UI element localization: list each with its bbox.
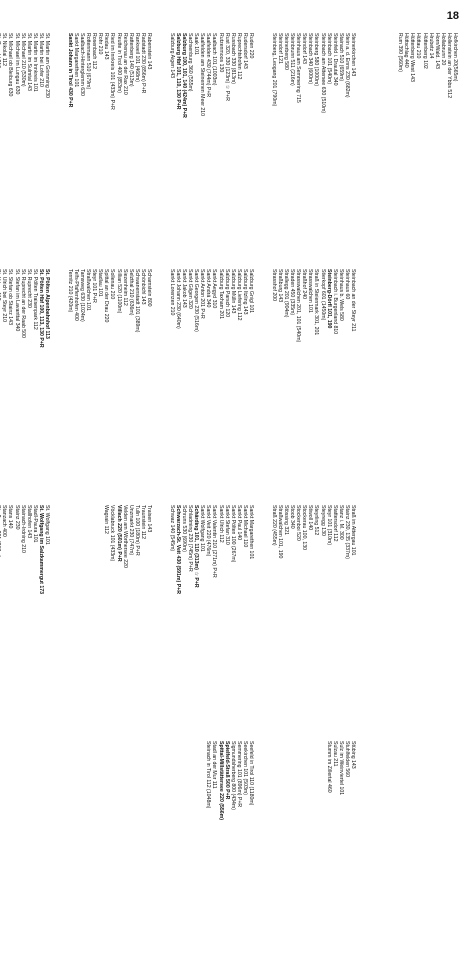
index-entry: Schönbichl 143: [139, 269, 146, 305]
index-entry: Stockenboi 520: [295, 505, 302, 541]
index-entry: Straßburg 143: [276, 269, 283, 303]
index-entry: Sankt Paul 140: [235, 505, 242, 541]
index-entry: Schärding 101, 110 (313m) ☆ P+R: [193, 505, 200, 588]
index-entry: Sankt Lorenzen 210: [168, 269, 175, 316]
index-entry: Sankt Stefan 310: [223, 505, 230, 545]
index-entry: St. Martin am Grimming 230: [44, 33, 50, 98]
index-entry: St. Stefan im Lavanttal 340: [13, 269, 20, 332]
index-entry: Rust 320, 330 (123m) ☆ P+R: [223, 33, 230, 101]
index-entry: Steyrling 512: [313, 505, 320, 536]
index-entry: Stallhofen 143: [25, 505, 32, 539]
index-entry: Steinach in Tirol 112 (1048m): [205, 741, 212, 809]
index-entry: [0, 33, 1, 261]
index-entry: Straßwalchen 101, 190: [276, 505, 283, 559]
index-entry: Sankt Johann 230 (640m): [174, 269, 181, 329]
index-entry: Sankt Johann in Tirol 430 P+R: [66, 33, 73, 108]
index-entry: Traisen 143: [146, 505, 152, 533]
index-entry: Steinberg 580 (1000m): [313, 33, 320, 87]
index-entry: Schwanenstadt 101 (389m): [133, 269, 140, 333]
index-entry: Rottenmann 510 (679m): [85, 33, 92, 90]
index-entry: Steinfeld i. Drautal 340: [331, 33, 338, 86]
index-entry: Salzburg Aigen 143: [168, 33, 175, 78]
index-entry: Sillian 520 (1100m): [115, 269, 122, 314]
index-entry: Stainz 230, 135 (337m): [343, 505, 350, 559]
index-entry: Stiwoll 140: [307, 505, 314, 531]
index-entry: Hofkirchen 20(565m): [452, 33, 458, 82]
index-entry: St. Wolfgang im Salzkammergut 173: [37, 505, 44, 594]
index-entry: St. Michael im Lungau 630: [13, 33, 20, 95]
index-entry: Steinhaus am Semmering 715: [295, 33, 302, 103]
index-entry: St. Pölten Traisenpark 112: [31, 269, 38, 330]
index-entry: Reutte in Tirol 400 (853m): [115, 33, 122, 93]
index-entry: Straß 220 (455m): [270, 505, 277, 546]
index-entry: Sankt Margarethen 101: [72, 33, 79, 88]
index-entry: St. Pölten Hbf 100, 113, 130 P+R: [37, 269, 44, 348]
index-entry: Schruns 530 (690m): [180, 505, 187, 552]
index-entry: Steinhaus b. Wels 580: [337, 269, 344, 321]
index-entry: Salzburg Mülln 143: [229, 269, 236, 314]
index-entry: Tulln 100 (180m) P+R: [133, 505, 140, 556]
index-entry: Stattersdorf 112: [331, 505, 338, 542]
index-entry: Steinerberg 580: [282, 33, 289, 70]
index-entry: Rosenbach 112: [91, 33, 98, 69]
index-entry: Sulzau 211: [331, 741, 338, 767]
index-entry: Stadl-Paura 101: [31, 505, 38, 543]
index-entry: Sankt Andrä 340: [205, 269, 212, 308]
index-entry: Spittal an der Drau 220: [103, 269, 110, 323]
index-entry: Villach 220 (501m) P+R: [115, 505, 122, 562]
index-entry: Semmering 101 (896m) P+R: [235, 741, 242, 808]
index-entry: Sankt Aegyd 310: [211, 269, 218, 309]
page-number: 18: [446, 10, 459, 22]
index-entry: St. Ruprecht an der Raab 500: [19, 269, 26, 338]
index-entry: Steinbach 101 (540m): [325, 33, 332, 85]
index-entry: Stainach 510 (659m): [337, 33, 344, 82]
index-entry: St. Nikolai 112: [1, 33, 8, 67]
index-entry: Saalbach 101 (1003m): [211, 33, 218, 86]
index-entry: Seekirchen 101 (503m): [241, 741, 248, 795]
index-entry: St. Martin bei Lofer 210: [37, 33, 44, 87]
index-entry: Sachsenburg 360 (555m): [187, 33, 194, 92]
index-entry: Rum 390 (560m): [397, 33, 404, 72]
index-entry: Sankt Pölten 100 (267m): [229, 505, 236, 563]
index-entry: Rudersdorf 143: [241, 33, 248, 69]
index-entry: [0, 505, 1, 733]
column-band: [0, 33, 50, 733]
index-entry: Sankt Gilgen 320: [187, 269, 194, 309]
index-entry: Sulz im Weinviertel 101: [337, 741, 344, 796]
index-entry: Scharnstein 800: [146, 269, 152, 307]
index-entry: Salzburg Taxham 201: [217, 269, 224, 320]
index-entry: Steinberg, Leogang 201 (790m): [270, 33, 277, 107]
index-entry: Stübing 143: [350, 741, 356, 769]
index-entry: Steinbrunn 511 (216m): [289, 33, 296, 86]
index-entry: Schwarzach-St. Veit 430 (591m) P+R: [174, 505, 181, 594]
index-entry: Straßwalchen 101: [85, 269, 92, 311]
column-band: [164, 33, 254, 820]
index-entry: Stoob 340: [289, 505, 296, 529]
index-entry: Stockerau 100, 130: [301, 505, 308, 550]
index-entry: Steyregg 130: [319, 505, 326, 536]
index-entry: St. Martin im Sulmtal 143: [25, 33, 32, 91]
index-entry: Sankt Veit 220 (476m): [205, 505, 212, 557]
index-entry: Salzburg Itzling 143: [241, 269, 248, 315]
index-entry: St. Michael 210 (530m): [19, 33, 26, 87]
index-entry: Spielfeld-Straß 500 P+R: [223, 741, 230, 800]
index-entry: Steinhaus 60: [343, 269, 350, 300]
index-entry: Velden am Wörthersee 220: [121, 505, 128, 568]
index-entry: Stanz i. M. 300: [337, 505, 344, 540]
index-entry: Vöcklabruck 101 (433m): [109, 505, 116, 562]
index-entry: St. Stefan ob Stainz 143: [7, 269, 14, 325]
index-entry: Rabenstein 143: [146, 33, 152, 70]
index-entry: Selzthal 210 (636m): [127, 269, 134, 316]
index-entry: Strasswalchen 201, 101 (540m): [295, 269, 302, 343]
index-entry: Sankt Jakob 143: [180, 269, 187, 308]
index-entry: Straßhof 240: [301, 269, 308, 299]
index-entry: Sankt Ulrich 112: [217, 505, 224, 543]
index-entry: Straß im Attergau 101: [350, 505, 356, 556]
index-entry: Salzburg Parsch 120: [223, 269, 230, 318]
index-entry: Steinbach an der Steyr 211: [350, 269, 356, 332]
index-entry: Hüttenberg 102: [421, 33, 428, 69]
index-entry: Rohr 210: [97, 33, 104, 55]
directory-page: [1, 33, 458, 820]
index-entry: Spittal-Millstättersee 220 (556m): [217, 741, 224, 820]
index-entry: Steinbach am Attersee 630 (510m): [319, 33, 326, 114]
index-entry: Salzburg Gnigl 101: [248, 269, 254, 314]
index-entry: Stuhlfelden 560: [343, 741, 350, 778]
index-entry: Riedau 143: [103, 33, 110, 60]
index-entry: St. Pölten Alpenbahnhof 113: [44, 269, 50, 339]
index-entry: Hüttschlag 440: [403, 33, 410, 68]
index-entry: Steinerkirchen 143: [350, 33, 356, 77]
index-entry: Strasswalchen 101: [307, 269, 314, 313]
index-entry: Steinbach i. Burgenland 810: [331, 269, 338, 335]
index-entry: Schwaz 140 (545m): [168, 505, 175, 552]
index-entry: Saak 101: [193, 33, 200, 55]
index-entry: Rattenberg 140 (513m): [127, 33, 134, 87]
index-entry: Saalfelden am Steinernen Meer 210: [199, 33, 206, 117]
index-entry: Sankt Michael 110: [241, 505, 248, 548]
index-entry: Sigmundsherberg 800 (434m): [229, 741, 236, 810]
index-entry: Salzburg Liefering 112: [235, 269, 242, 321]
index-entry: Saalbach-Hinterglemm 630: [78, 33, 85, 96]
index-entry: Strallegg 201 (904m): [282, 269, 289, 318]
column-band: [266, 33, 356, 796]
index-entry: Hollabrunn 20: [439, 33, 446, 66]
index-entry: Salzburg Hbf 101, 110, 130 P+R: [174, 33, 181, 110]
index-entry: Rutzenmoos 130: [217, 33, 224, 73]
index-entry: Hollenstein an der Ybbs 512: [445, 33, 452, 99]
index-entry: Wagrain 112: [103, 505, 110, 534]
index-entry: Seefeld in Tirol 110 (1180m): [248, 741, 254, 806]
column-band: [62, 33, 152, 733]
index-entry: Strasshof 200: [270, 269, 277, 302]
index-entry: Stainach-Irdning 210: [19, 505, 26, 553]
index-entry: Sankt Anton 201 P+R: [199, 269, 206, 319]
index-entry: Stadl an der Mur 111: [211, 741, 218, 789]
index-entry: St. Martin im Innkreis 101: [31, 33, 38, 92]
index-entry: Steindorf 143: [301, 33, 308, 64]
index-entry: Steinbach 340 (600m): [307, 33, 314, 85]
index-entry: Steyr 101 P+R: [91, 269, 98, 303]
index-entry: Ruden 220: [248, 33, 254, 59]
index-entry: Stumm im Zillertal 460: [325, 741, 332, 793]
index-entry: Rankweil 101 (468m): [133, 33, 140, 83]
index-entry: Stössing 321: [282, 505, 289, 535]
index-entry: St. Ulrich bei Steyr 210: [1, 269, 8, 323]
index-entry: Stein a. d. Enns 230 (682m): [343, 33, 350, 98]
index-entry: Unzmarkt 230 (747m): [127, 505, 134, 556]
index-entry: Telfs-Pfaffenhofen 400: [72, 269, 79, 321]
index-entry: Hüttenberg West 143: [409, 33, 416, 82]
index-entry: Stadlau 101: [97, 269, 104, 297]
index-entry: Hüttau 210: [415, 33, 422, 59]
index-entry: Sankt Margarethen 101: [248, 505, 254, 560]
index-entry: Russbach 330 (813m): [229, 33, 236, 85]
index-entry: Radstadt 230 (856m) P+R: [139, 33, 146, 94]
index-entry: St. Michael ob Bleiburg 630: [7, 33, 14, 97]
index-entry: Stanzach 400: [1, 505, 8, 537]
index-entry: Steyr 101 (310m): [325, 505, 332, 546]
column-band: [368, 33, 458, 733]
index-entry: Ried im Innkreis 101 (433m) P+R: [109, 33, 116, 110]
index-entry: Schladming 230 (745m) P+R: [187, 505, 194, 572]
index-entry: Steinberg-Dörfl 101, 190: [325, 269, 332, 329]
index-entry: Salzburg 100, 101, 140 (424m) P+R: [180, 33, 187, 118]
index-entry: St. Ruprecht 230: [25, 269, 32, 308]
index-entry: Straden 450 (335m): [289, 269, 296, 316]
index-entry: Steindorf 121: [276, 33, 283, 64]
index-entry: Stainz 230: [13, 505, 20, 530]
index-entry: Tamsweg 630 (1024m): [78, 269, 85, 322]
index-entry: Reichenau an der Rax 210: [121, 33, 128, 95]
index-entry: Sankt Valentin 210 (271m) P+R: [211, 505, 218, 578]
index-entry: Saalfelden 430 (744m) P+R: [205, 33, 212, 98]
index-entry: Ruprechtshofen 112: [235, 33, 242, 80]
index-entry: Traunstein 112: [139, 505, 146, 540]
index-entry: Sollenau 210: [109, 269, 116, 300]
index-entry: Siezenheim 112: [121, 269, 128, 306]
index-entry: Ternitz 210 (420m): [66, 269, 73, 313]
index-entry: Stierkopf 601 (1450m): [319, 269, 326, 321]
index-entry: Sankt Georgen 230 (516m): [193, 269, 200, 332]
index-entry: Sankt Wolfgang 101: [199, 505, 206, 552]
index-entry: Hrubetz 14: [427, 33, 434, 59]
index-entry: Horn/Wald. 143: [433, 33, 440, 69]
index-entry: St. Wolfgang 101: [44, 505, 50, 545]
index-entry: Straß in Steiermark 301, 201: [313, 269, 320, 336]
index-entry: Stans 140: [7, 505, 14, 529]
